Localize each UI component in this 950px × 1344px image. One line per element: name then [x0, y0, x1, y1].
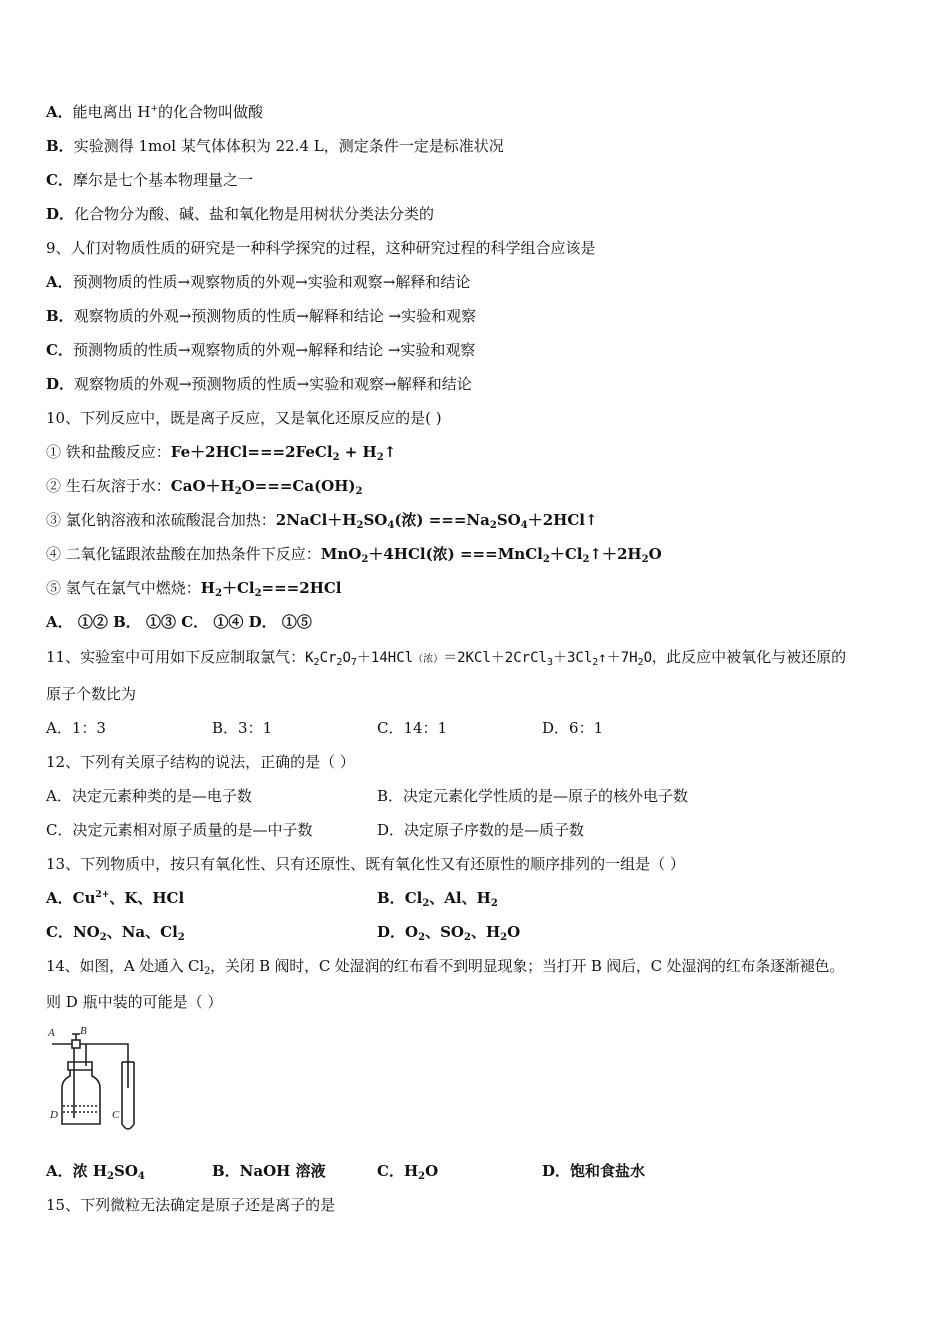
q11-option-c: C．14：1: [377, 719, 448, 737]
q9-option-d: D．观察物质的外观→预测物质的性质→实验和观察→解释和结论: [46, 375, 472, 393]
stopper: [68, 1062, 92, 1070]
q11-option-b: B．3：1: [212, 719, 273, 737]
q14-stem: 14、如图，A 处通入 $Cl_2$，关闭 B 阀时，C 处湿润的红布看不到明显现象；当打开 B 阀后，C 处湿润的红布条逐渐褪色。: [46, 957, 845, 977]
q8-option-d: D．化合物分为酸、碱、盐和氧化物是用树状分类法分类的: [46, 205, 435, 223]
q9-option-c: C．预测物质的性质→观察物质的外观→解释和结论 →实验和观察: [46, 341, 476, 359]
q12-option-a: A．决定元素种类的是—电子数: [46, 787, 252, 805]
q11-option-a: A．1：3: [46, 719, 106, 737]
q13-stem: 13、下列物质中，按只有氧化性、只有还原性、既有氧化性又有还原性的顺序排列的一组是（ ）: [46, 855, 685, 873]
q13-option-c: C．$NO_2$、Na、$Cl_2$: [46, 923, 185, 943]
label-b: B: [80, 1026, 87, 1037]
apparatus-diagram: [46, 1026, 156, 1138]
q12-stem: 12、下列有关原子结构的说法，正确的是（ ）: [46, 753, 355, 771]
q10-reaction-4: ④ 二氧化锰跟浓盐酸在加热条件下反应：MnO$_2$＋4HCl(浓) $===MnCl_2+Cl_2↑+2H_2O$: [46, 545, 662, 565]
q14-stem-line2: 则 D 瓶中装的可能是（ ）: [46, 993, 223, 1011]
q13-option-b: B．$Cl_2$、Al、$H_2$: [377, 889, 498, 909]
q15-stem: 15、下列微粒无法确定是原子还是离子的是: [46, 1196, 336, 1214]
q11-stem: 11、实验室中可用如下反应制取氯气：$K_2Cr_2O_7+14HCl$（浓）$=2KCl+2CrCl_3+3Cl_2↑+7H_2O$，此反应中被氧化与被还原的: [46, 648, 847, 668]
label-c: C: [112, 1109, 120, 1121]
label-a: A: [48, 1027, 55, 1039]
bottle-d: [62, 1070, 100, 1124]
q10-options: A． ①② B． ①③ C． ①④ D． ①⑤: [46, 613, 312, 631]
q8-option-b: B．实验测得 1mol 某气体体积为 22.4 L，测定条件一定是标准状况: [46, 137, 504, 155]
q10-reaction-5: ⑤ 氢气在氯气中燃烧：$H_2+Cl_2===2HCl$: [46, 579, 342, 599]
q13-option-a: A．$Cu^{2+}$、K、HCl: [46, 889, 185, 907]
q14-option-b: B．NaOH 溶液: [212, 1162, 326, 1180]
q14-option-a: A．浓 $H_2SO_4$: [46, 1162, 145, 1182]
q8-option-a: A．能电离出 H+的化合物叫做酸: [46, 103, 264, 121]
q12-option-c: C．决定元素相对原子质量的是—中子数: [46, 821, 313, 839]
q14-option-c: C．$H_2O$: [377, 1162, 439, 1182]
label-d: D: [50, 1109, 58, 1121]
q8-option-c: C．摩尔是七个基本物理量之一: [46, 171, 253, 189]
q12-option-d: D．决定原子序数的是—质子数: [377, 821, 585, 839]
q10-reaction-1: ① 铁和盐酸反应：Fe＋2HCl===2FeCl$_2$ + $H_2↑$: [46, 443, 397, 463]
q11-option-d: D．6：1: [542, 719, 604, 737]
q10-reaction-2: ② 生石灰溶于水：$CaO+H_2O===Ca(OH)_2$: [46, 477, 363, 497]
q13-option-d: D．$O_2$、$SO_2$、$H_2O$: [377, 923, 521, 943]
q12-option-b: B．决定元素化学性质的是—原子的核外电子数: [377, 787, 689, 805]
outlet-tube: [80, 1044, 128, 1088]
q10-stem: 10、下列反应中，既是离子反应，又是氧化还原反应的是( ): [46, 409, 442, 427]
q9-option-a: A．预测物质的性质→观察物质的外观→实验和观察→解释和结论: [46, 273, 471, 291]
q9-stem: 9、人们对物质性质的研究是一种科学探究的过程，这种研究过程的科学组合应该是: [46, 239, 596, 257]
q11-stem-line2: 原子个数比为: [46, 685, 137, 703]
q9-option-b: B．观察物质的外观→预测物质的性质→解释和结论 →实验和观察: [46, 307, 477, 325]
q10-reaction-3: ③ 氯化钠溶液和浓硫酸混合加热：$2NaCl+H_2SO_4$(浓) $===Na_2SO_4+2HCl↑$: [46, 511, 598, 531]
q14-option-d: D．饱和食盐水: [542, 1162, 646, 1180]
valve-b: [72, 1040, 80, 1048]
